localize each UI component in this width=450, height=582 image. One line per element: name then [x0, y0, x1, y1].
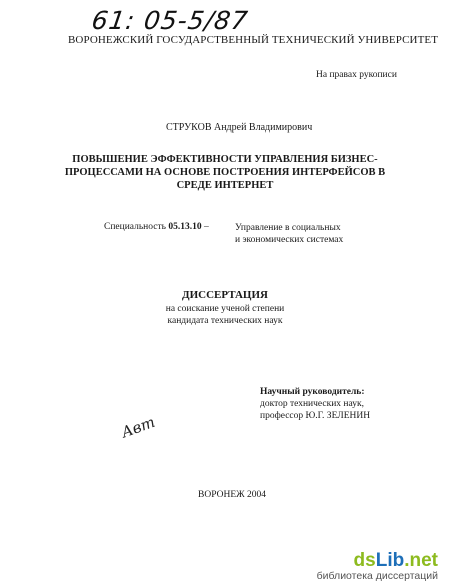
thesis-title-line: СРЕДЕ ИНТЕРНЕТ — [176, 180, 274, 191]
logo-part-ds: ds — [353, 550, 376, 571]
dslib-logo[interactable] — [354, 550, 438, 572]
dissertation-block — [150, 289, 300, 301]
specialty-code: 05.13.10 — [168, 222, 202, 232]
logo-subtitle: библиотека диссертаций — [316, 570, 438, 582]
dissertation-heading: ДИССЕРТАЦИЯ — [182, 289, 268, 301]
supervisor-line: профессор Ю.Г. ЗЕЛЕНИН — [260, 411, 371, 421]
supervisor-line: доктор технических наук, — [260, 399, 364, 409]
specialty-name-line: Управление в социальных — [235, 223, 341, 233]
logo-part-net: .net — [404, 550, 438, 571]
thesis-title — [60, 153, 390, 192]
dissertation-line: кандидата технических наук — [167, 316, 283, 326]
dissertation-line: на соискание ученой степени — [165, 304, 285, 314]
thesis-title-line: ПРОЦЕССАМИ НА ОСНОВЕ ПОСТРОЕНИЯ ИНТЕРФЕЙСОВ В — [64, 167, 386, 178]
logo-part-lib: Lib — [375, 550, 405, 571]
thesis-title-line: ПОВЫШЕНИЕ ЭФФЕКТИВНОСТИ УПРАВЛЕНИЯ БИЗНЕС- — [72, 154, 378, 165]
handwritten-catalog-code: 61: 05-5/87 — [89, 6, 251, 35]
city-year: ВОРОНЕЖ 2004 — [198, 490, 267, 500]
supervisor-heading: Научный руководитель: — [260, 387, 365, 397]
specialty-name — [235, 222, 343, 246]
specialty-name-line: и экономических системах — [235, 235, 344, 245]
watermark-bar — [0, 548, 450, 582]
handwritten-signature: Авт — [118, 412, 158, 442]
specialty-row — [104, 222, 209, 232]
author-name: СТРУКОВ Андрей Владимирович — [166, 122, 313, 133]
dissertation-degree — [140, 303, 310, 327]
supervisor-block — [260, 386, 370, 422]
specialty-dash: – — [203, 222, 209, 232]
university-name: ВОРОНЕЖСКИЙ ГОСУДАРСТВЕННЫЙ ТЕХНИЧЕСКИЙ УНИВЕРСИТЕТ — [68, 34, 439, 46]
rights-note: На правах рукописи — [316, 70, 397, 80]
specialty-label: Специальность — [104, 222, 166, 232]
